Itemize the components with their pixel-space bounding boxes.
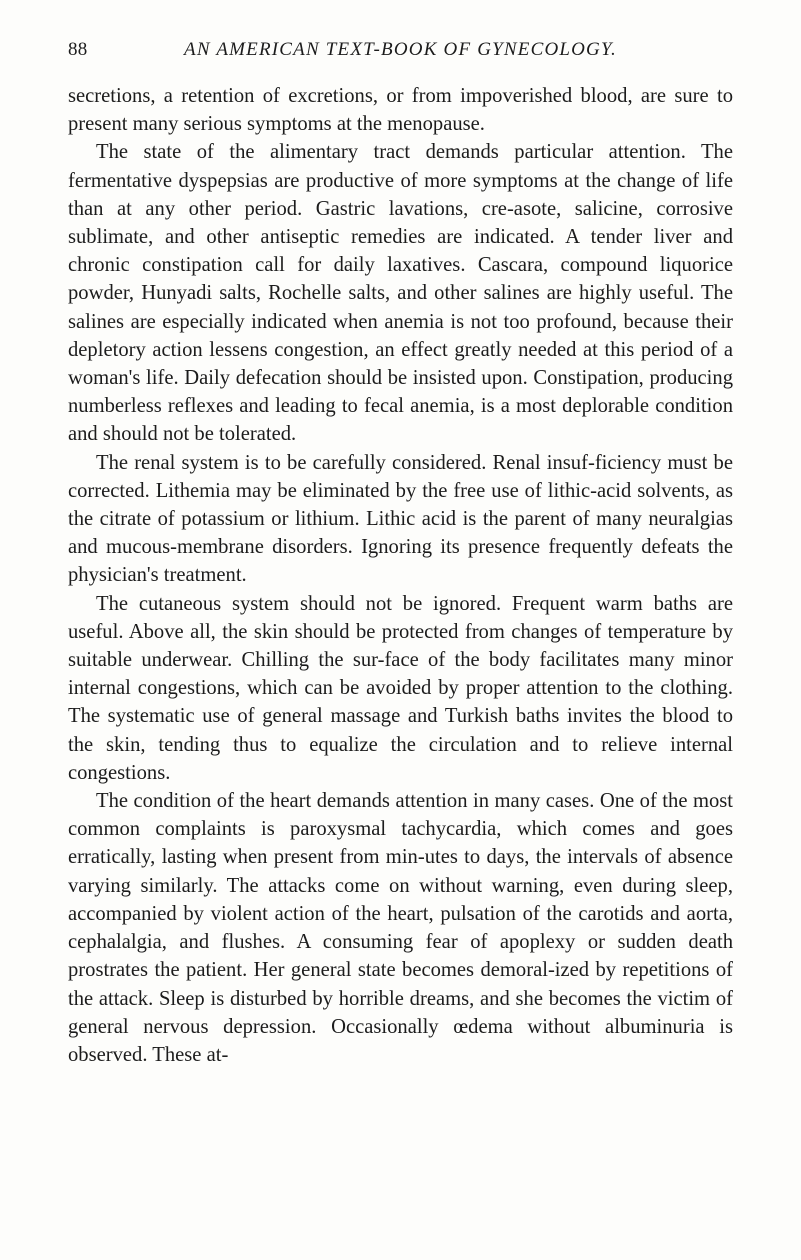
paragraph-renal-system: The renal system is to be carefully considered. Renal insuf-ficiency must be corrected. Lithemia may be eliminated by the free use of lithic-acid solvents, as the citrate of potassium or lithium. Lithic acid is the parent of many neuralgias and mucous-membrane disorders. Ignoring its presence frequently defeats the physician's treatment. xyxy=(68,451,733,587)
paragraph-cutaneous-system: The cutaneous system should not be ignored. Frequent warm baths are useful. Above all, the skin should be protected from changes of temperature by suitable underwear. Chilling the sur-face of the body facilitates many minor internal congestions, which can be avoided by proper attention to the clothing. The systematic use of general massage and Turkish baths invites the blood to the skin, tending thus to equalize the circulation and to relieve internal congestions. xyxy=(68,592,733,784)
running-head xyxy=(68,32,733,68)
paragraph-alimentary-tract: The state of the alimentary tract demands particular attention. The fermentative dyspepsias are productive of more symptoms at the change of life than at any other period. Gastric lavations, cre-asote, salicine, corrosive sublimate, and other antiseptic remedies are indicated. A tender liver and chronic constipation call for daily laxatives. Cascara, compound liquorice powder, Hunyadi salts, Rochelle salts, and other salines are highly useful. The salines are especially indicated when anemia is not too profound, because their depletory action lessens congestion, an effect greatly needed at this period of a woman's life. Daily defecation should be insisted upon. Constipation, producing numberless reflexes and leading to fecal anemia, is a most deplorable condition and should not be tolerated. xyxy=(68,141,733,446)
running-title: AN AMERICAN TEXT-BOOK OF GYNECOLOGY. xyxy=(184,39,617,60)
page-number: 88 xyxy=(68,39,88,60)
paragraph-continuation: secretions, a retention of excretions, or from impoverished blood, are sure to present many serious symptoms at the menopause. xyxy=(68,85,733,136)
paragraph-heart-condition: The condition of the heart demands attention in many cases. One of the most common complaints is paroxysmal tachycardia, which comes and goes erratically, lasting when present from min-utes to days, the intervals of absence varying similarly. The attacks come on without warning, even during sleep, accompanied by violent action of the heart, pulsation of the carotids and aorta, cephalalgia, and flushes. A consuming fear of apoplexy or sudden death prostrates the patient. Her general state becomes demoral-ized by repetitions of the attack. Sleep is disturbed by horrible dreams, and she becomes the victim of general nervous depression. Occasionally œdema without albuminuria is observed. These at- xyxy=(68,790,733,1066)
body-text xyxy=(68,82,733,1069)
